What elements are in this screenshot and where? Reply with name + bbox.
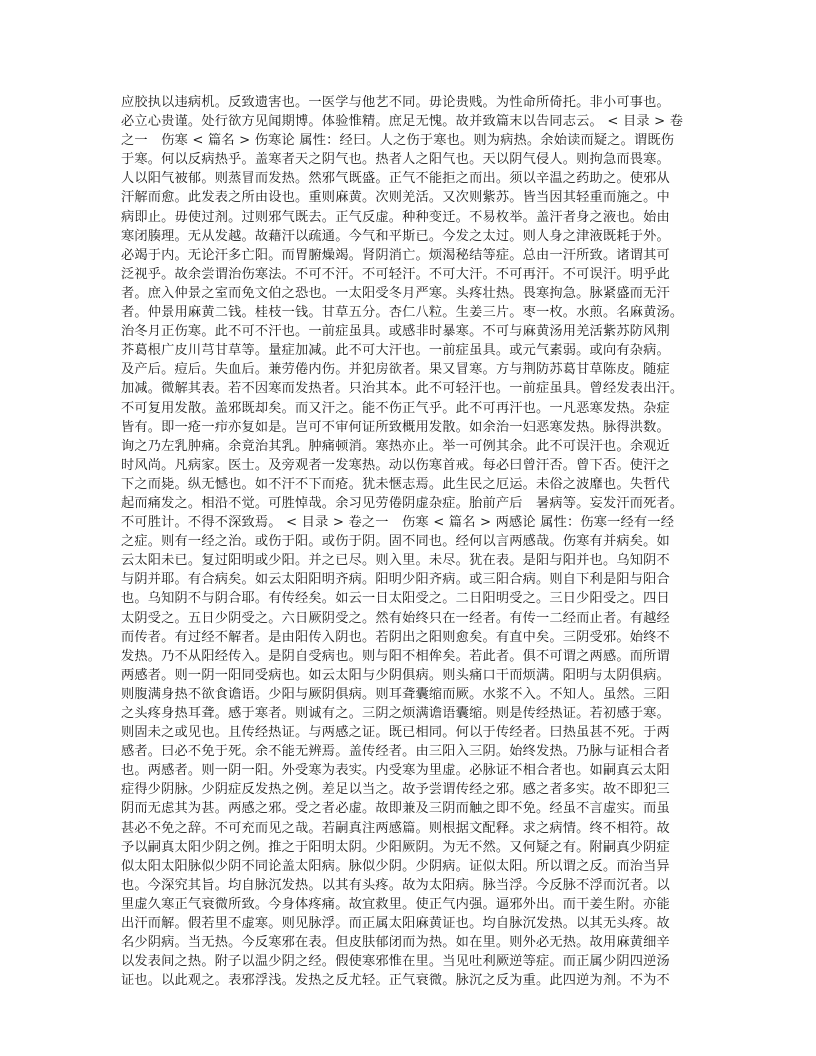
text-line: 与阴并耶。有合病矣。如云太阳阳明齐病。阳明少阳齐病。或三阳合病。则自下利是阳与阳合	[121, 572, 670, 588]
text-line: 皆有。即一疮一疖亦复如是。岂可不审何证所致概用发散。如余治一妇恶寒发热。脉得洪数。	[121, 419, 670, 435]
text-line: 出汗而解。假若里不虚寒。则见脉浮。而正属太阳麻黄证也。均自脉沉发热。以其无头疼。故	[121, 916, 670, 932]
text-line: 名少阴病。当无热。今反寒邪在表。但皮肤郁闭而为热。如在里。则外必无热。故用麻黄细辛	[121, 935, 670, 951]
text-line: 阴而无虑其为甚。两感之邪。受之者必虚。故即兼及三阴而触之即不免。经虽不言虚实。而虽	[121, 801, 670, 817]
text-line: 感者。曰必不免于死。余不能无辨焉。盖传经者。由三阳入三阴。始终发热。乃脉与证相合者	[121, 744, 670, 760]
text-line: 加减。微解其表。若不因寒而发热者。只治其本。此不可轻汗也。一前症虽具。曾经发表出汗。	[121, 381, 684, 397]
text-line: 也。两感者。则一阴一阳。外受寒为表实。内受寒为里虚。必脉证不相合者也。如嗣真云太阳	[121, 763, 670, 779]
text-line: 两感者。则一阴一阳同受病也。如云太阳与少阴俱病。则头痛口干而烦满。阳明与太阴俱病。	[121, 667, 670, 683]
text-line: 之症。则有一经之治。或伤于阳。或伤于阴。固不同也。经何以言两感哉。伤寒有并病矣。如	[121, 534, 670, 550]
text-line: 病即止。毋使过剂。过则邪气既去。正气反虚。种种变迁。不易枚举。盖汗者身之液也。始由	[121, 209, 670, 225]
text-line: 也。今深究其旨。均自脉沉发热。以其有头疼。故为太阳病。脉当浮。今反脉不浮而沉者。以	[121, 877, 670, 893]
text-line: 必立心贵谨。处行欲方见闻期博。体验惟精。庶足无愧。故并致篇末以告同志云。 < 目录 > 卷	[121, 114, 684, 130]
text-line: 则固未之或见也。且传经热证。与两感之证。既已相同。何以于传经者。曰热虽甚不死。于两	[121, 725, 670, 741]
body-text	[121, 93, 701, 990]
text-line: 云太阳未已。复过阳明或少阳。并之已尽。则入里。未尽。犹在表。是阳与阳并也。乌知阴不	[121, 553, 670, 569]
text-line: 则腹满身热不欲食谵语。少阳与厥阴俱病。则耳聋囊缩而厥。水浆不入。不知人。虽然。三阳	[121, 686, 670, 702]
text-line: 者。仲景用麻黄二钱。桂枝一钱。甘草五分。杏仁八粒。生姜三片。枣一枚。水煎。名麻黄汤。	[121, 305, 684, 321]
text-line: 不可胜计。不得不深致焉。 < 目录 > 卷之一 伤寒 < 篇名 > 两感论 属性：伤寒一经有一经	[121, 515, 675, 531]
text-line: 询之乃左乳肿痛。余竟治其乳。肿痛顿消。寒热亦止。举一可例其余。此不可误汗也。余观近	[121, 438, 670, 454]
text-line: 发热。乃不从阳经传入。是阴自受病也。则与阳不相侔矣。若此者。俱不可谓之两感。而所谓	[121, 648, 670, 664]
text-line: 似太阳太阳脉似少阴不同论盖太阳病。脉似少阴。少阴病。证似太阳。所以谓之反。而治当异	[121, 858, 670, 874]
text-line: 而传者。有过经不解者。是由阳传入阴也。若阴出之阳则愈矣。有直中矣。三阴受邪。始终不	[121, 629, 670, 645]
text-line: 汗解而愈。此发表之所由设也。重则麻黄。次则羌活。又次则紫苏。皆当因其轻重而施之。中	[121, 190, 670, 206]
text-line: 治冬月正伤寒。此不可不汗也。一前症虽具。或感非时暴寒。不可与麻黄汤用羌活紫苏防风荆	[121, 324, 670, 340]
text-line: 太阴受之。五日少阴受之。六日厥阴受之。然有始终只在一经者。有传一二经而止者。有越经	[121, 610, 670, 626]
text-line: 之一 伤寒 < 篇名 > 伤寒论 属性：经曰。人之伤于寒也。则为病热。余始读而疑之。谓既伤	[121, 133, 675, 149]
text-line: 下之而毙。纵无憾也。如不汗不下而疮。犹未惬志焉。此生民之厄运。未俗之波靡也。失哲代	[121, 476, 670, 492]
text-line: 不可复用发散。盖邪既却矣。而又汗之。能不伤正气乎。此不可再汗也。一凡恶寒发热。杂症	[121, 400, 670, 416]
text-line: 起而痛发之。相沿不觉。可胜悼哉。余习见劳倦阴虚杂症。胎前产后 暑病等。妄发汗而死者。	[121, 495, 684, 511]
text-line: 证也。以此观之。表邪浮浅。发热之反尤轻。正气衰微。脉沉之反为重。此四逆为剂。不为不	[121, 973, 670, 989]
text-line: 芥葛根广皮川芎甘草等。量症加减。此不可大汗也。一前症虽具。或元气素弱。或向有杂病。	[121, 343, 670, 359]
text-line: 症得少阴脉。少阴症反发热之例。差足以当之。故予尝谓传经之邪。感之者多实。故不即犯三	[121, 782, 670, 798]
text-line: 泛视乎。故余尝谓治伤寒法。不可不汗。不可轻汗。不可大汗。不可再汗。不可误汗。明乎此	[121, 266, 670, 282]
text-line: 应胶执以违病机。反致遗害也。一医学与他艺不同。毋论贵贱。为性命所倚托。非小可事也。	[121, 95, 670, 110]
text-line: 寒闭腠理。无从发越。故藉汗以疏通。今气和平斯已。今发之太过。则人身之津液既耗于外。	[121, 228, 670, 244]
text-line: 于寒。何以反病热乎。盖寒者天之阴气也。热者人之阳气也。天以阴气侵人。则拘急而畏寒。	[121, 152, 670, 168]
text-line: 必竭于内。无论汗多亡阳。而胃腑燥竭。肾阴消亡。烦渴秘结等症。总由一汗所致。诸谓其可	[121, 247, 670, 263]
text-line: 及产后。痘后。失血后。兼劳倦内伤。并犯房欲者。果又冒寒。方与荆防苏葛甘草陈皮。随症	[121, 362, 670, 378]
text-line: 人以阳气被郁。则蒸冒而发热。然邪气既盛。正气不能拒之而出。须以辛温之药助之。使邪从	[121, 171, 670, 187]
text-line: 时风尚。凡病家。医士。及旁观者一发寒热。动以伤寒首戒。每必曰曾汗否。曾下否。使汗之	[121, 457, 670, 473]
text-line: 以发表间之热。附子以温少阴之经。假使寒邪惟在里。当见吐利厥逆等症。而正属少阴四逆汤	[121, 954, 670, 970]
text-line: 予以嗣真太阳少阴之例。推之于阳明太阴。少阳厥阴。为无不然。又何疑之有。附嗣真少阴症	[121, 839, 670, 855]
text-line: 里虚久寒正气衰微所致。今身体疼痛。故宜救里。使正气内强。逼邪外出。而干姜生附。亦能	[121, 896, 670, 912]
text-line: 之头疼身热耳聋。感于寒者。则诚有之。三阴之烦满谵语囊缩。则是传经热证。若初感于寒。	[121, 706, 670, 721]
text-line: 甚必不免之辞。不可充而见之哉。若嗣真注两感篇。则根据文配释。求之病情。终不相符。故	[121, 820, 670, 836]
text-line: 者。庶入仲景之室而免文伯之恐也。一太阳受冬月严寒。头疼壮热。畏寒拘急。脉紧盛而无汗	[121, 285, 670, 301]
text-line: 也。乌知阴不与阴合耶。有传经矣。如云一日太阳受之。二日阳明受之。三日少阳受之。四日	[121, 591, 670, 607]
